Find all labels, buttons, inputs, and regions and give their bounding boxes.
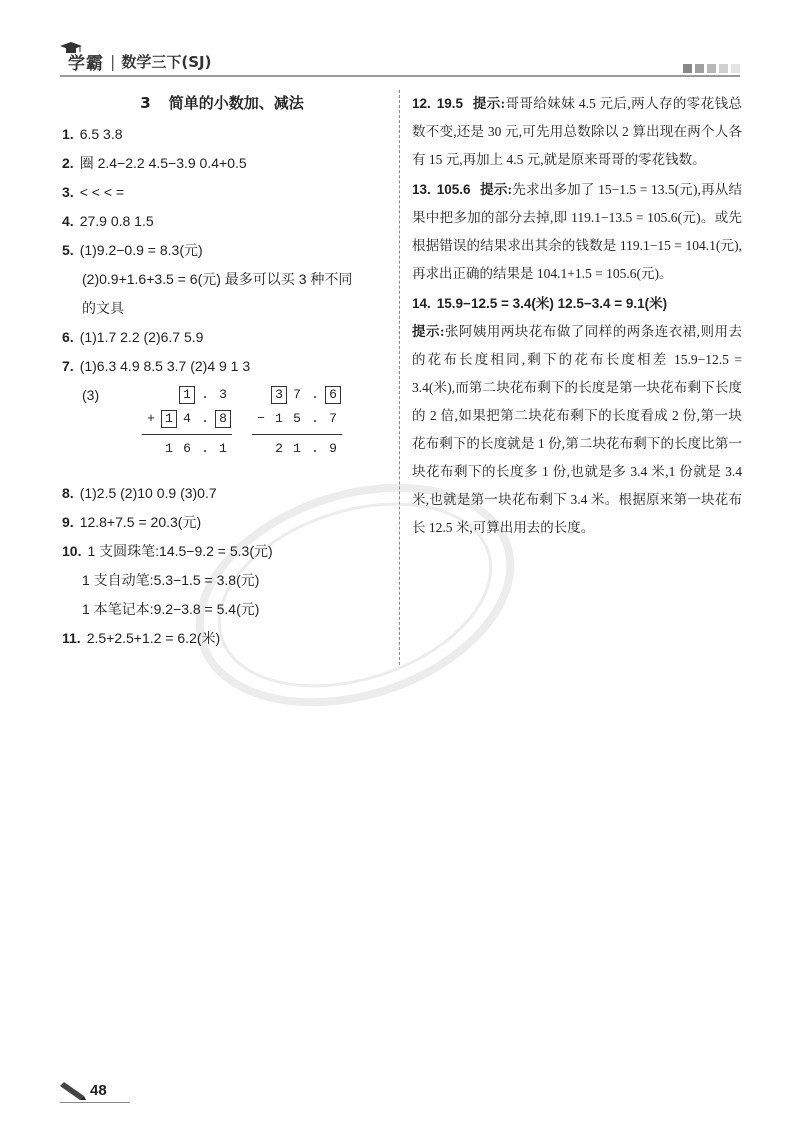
- answer-7: [62, 352, 382, 381]
- answer-text: 12.8+7.5 = 20.3(元): [79, 514, 202, 530]
- answer-10-line-2: 1 支自动笔:5.3−1.5 = 3.8(元): [82, 572, 260, 588]
- answer-11: [62, 624, 382, 653]
- answer-box: 8: [215, 410, 231, 428]
- column-divider: [399, 90, 400, 665]
- right-column: [412, 90, 742, 542]
- calc-row: 3 7 . 6: [252, 383, 342, 407]
- tip-text: 先求出多加了 15−1.5 = 13.5(元),再从结果中把多加的部分去掉,即 119.1−13.5 = 105.6(元)。或先根据错误的结果求出其余的钱数是 119.1−15 = 104.1(元),再求出正确的结果是 104.1+1.5 = 105.6(元)。: [412, 182, 743, 281]
- answer-6: [62, 323, 382, 352]
- answer-value: 19.5: [436, 96, 464, 111]
- answer-text: (1)6.3 4.9 8.5 3.7 (2)4 9 1 3: [79, 358, 251, 374]
- decor-square: [719, 64, 728, 73]
- question-number: 13.: [412, 182, 431, 197]
- question-number: 8.: [62, 485, 74, 501]
- calc-rule: [252, 434, 342, 435]
- question-number: 5.: [62, 242, 74, 258]
- tip-label: 提示:: [472, 96, 506, 111]
- brand-logo: [62, 50, 212, 72]
- question-number: 3.: [62, 184, 74, 200]
- question-number: 2.: [62, 155, 74, 171]
- logo-text: 学霸: [68, 53, 104, 74]
- answer-value: 105.6: [436, 182, 471, 197]
- header-rule: [60, 75, 740, 77]
- answer-14-tip: [412, 318, 742, 542]
- decor-square: [695, 64, 704, 73]
- question-number: 9.: [62, 514, 74, 530]
- answer-14: [412, 290, 742, 318]
- question-number: 11.: [62, 630, 81, 646]
- answer-2: [62, 149, 382, 178]
- part-label: (3): [82, 387, 100, 403]
- calc-rule: [142, 434, 232, 435]
- section-title: 简单的小数加、减法: [168, 94, 304, 112]
- decor-square: [707, 64, 716, 73]
- tip-text: 张阿姨用两块花布做了同样的两条连衣裙,则用去的花布长度相同,剩下的花布长度相差 15.9−12.5 = 3.4(米),而第二块花布剩下的长度是第一块花布剩下长度的 2 倍,如果把第二块花布剩下的长度看成 2 份,第一块花布剩下的长度就是 1 份,第二块花布剩下的长度比第一块花布剩下的长度多 1 份,也就是多 3.4 米,1 份就是 3.4 米,也就是第一块花布剩下 3.4 米。根据原来第一块花布长 12.5 米,可算出用去的长度。: [412, 324, 742, 535]
- answer-text: (1)2.5 (2)10 0.9 (3)0.7: [79, 485, 217, 501]
- answer-box: 3: [271, 386, 287, 404]
- answer-8: [62, 479, 382, 508]
- answer-10-line-3: 1 本笔记本:9.2−3.8 = 5.4(元): [82, 601, 260, 617]
- graduation-cap-icon: [60, 42, 82, 54]
- answer-7-part-3: [62, 383, 382, 479]
- answer-3: [62, 178, 382, 207]
- footer-rule: [60, 1102, 130, 1103]
- answer-12: [412, 90, 742, 174]
- answer-box: 6: [325, 386, 341, 404]
- section-number: 3: [140, 94, 151, 112]
- calc-row: + 1 4 . 8: [142, 407, 232, 431]
- answer-text: < < < =: [79, 184, 125, 200]
- answer-text: 27.9 0.8 1.5: [79, 213, 154, 229]
- page-number: 48: [90, 1082, 107, 1099]
- answer-9: [62, 508, 382, 537]
- answer-text: (1)1.7 2.2 (2)6.7 5.9: [79, 329, 204, 345]
- question-number: 6.: [62, 329, 74, 345]
- question-number: 1.: [62, 126, 74, 142]
- question-number: 7.: [62, 358, 74, 374]
- book-title: 数学三下(SJ): [121, 52, 212, 71]
- answer-10: [62, 537, 382, 566]
- tip-text: 哥哥给妹妹 4.5 元后,两人存的零花钱总数不变,还是 30 元,可先用总数除以 2 算出现在两个人各有 15 元,再加上 4.5 元,就是原来哥哥的零花钱数。: [412, 96, 743, 167]
- answer-text: 1 支圆珠笔:14.5−9.2 = 5.3(元): [87, 543, 273, 559]
- header-decoration-squares: [683, 64, 740, 73]
- page-header: [60, 44, 740, 78]
- tip-label: 提示:: [412, 324, 445, 339]
- answer-text: 圈 2.4−2.2 4.5−3.9 0.4+0.5: [79, 155, 247, 171]
- decor-square: [731, 64, 740, 73]
- vertical-addition: [142, 383, 232, 461]
- answer-5: [62, 236, 382, 265]
- question-number: 4.: [62, 213, 74, 229]
- answer-13: [412, 176, 742, 288]
- answer-text: 6.5 3.8: [79, 126, 123, 142]
- vertical-subtraction: [252, 383, 342, 461]
- answer-value: 15.9−12.5 = 3.4(米) 12.5−3.4 = 9.1(米): [436, 296, 668, 311]
- answer-text: (1)9.2−0.9 = 8.3(元): [79, 242, 203, 258]
- question-number: 10.: [62, 543, 82, 559]
- question-number: 12.: [412, 96, 431, 111]
- pencil-icon: [60, 1082, 86, 1100]
- left-column: [62, 90, 382, 653]
- section-heading: [62, 90, 382, 116]
- answer-5-part-2: (2)0.9+1.6+3.5 = 6(元) 最多可以买 3 种不同: [82, 271, 353, 287]
- calc-row: 2 1 . 9: [275, 441, 337, 456]
- answer-text: 2.5+2.5+1.2 = 6.2(米): [86, 630, 221, 646]
- calc-row: 1 6 . 1: [165, 441, 227, 456]
- answer-box: 1: [161, 410, 177, 428]
- decor-square: [683, 64, 692, 73]
- calc-row: − 1 5 . 7: [257, 411, 337, 426]
- answer-5-continuation: 的文具: [82, 300, 124, 316]
- header-separator: |: [110, 51, 116, 71]
- answer-1: [62, 120, 382, 149]
- answer-box: 1: [179, 386, 195, 404]
- tip-label: 提示:: [480, 182, 513, 197]
- answer-4: [62, 207, 382, 236]
- question-number: 14.: [412, 296, 431, 311]
- calc-row: 1 . 3: [142, 383, 232, 407]
